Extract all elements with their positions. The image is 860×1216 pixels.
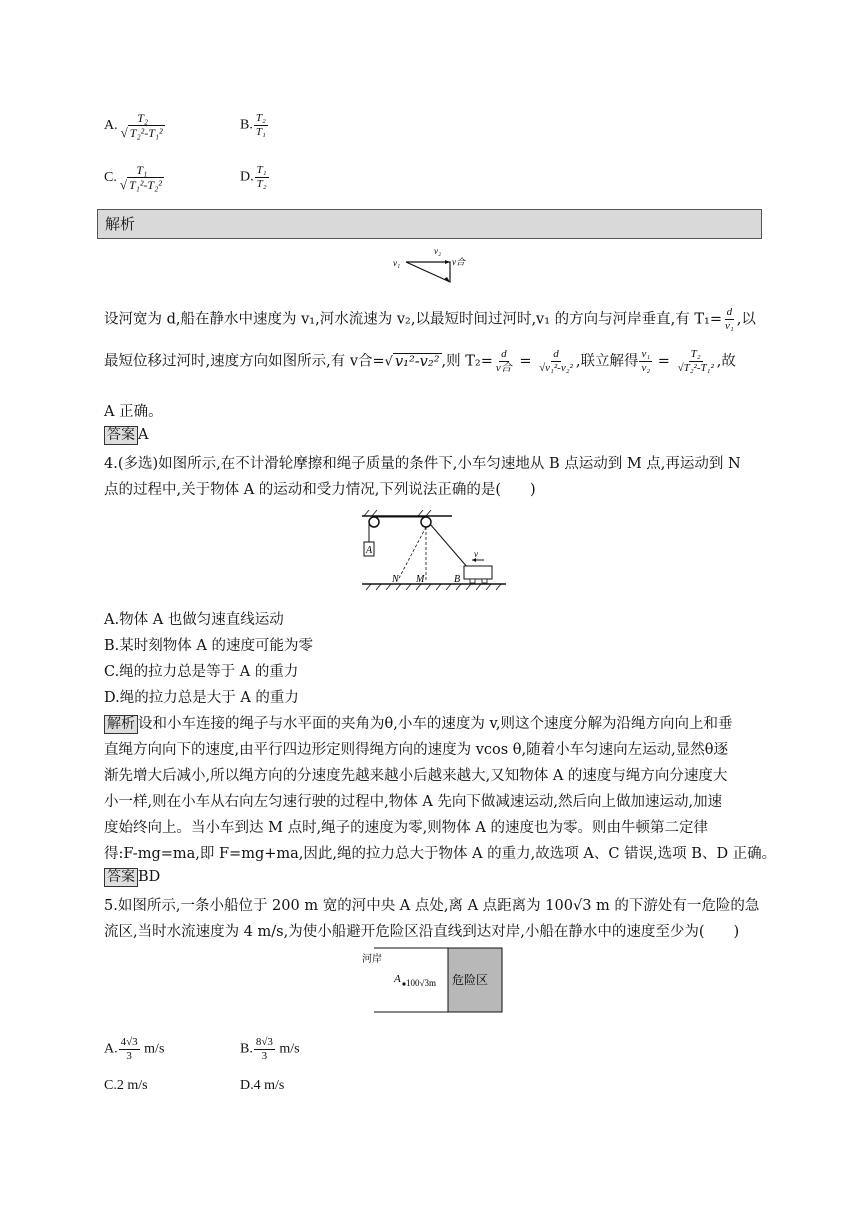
q3-answer: 答案 A (104, 426, 148, 445)
answer-tag: 答案 (104, 426, 138, 445)
q5-option-d: D.4 m/s (240, 1078, 285, 1093)
q4-option-a: A.物体 A 也做匀速直线运动 (104, 612, 284, 628)
bank-label: 河岸 (362, 954, 382, 965)
point-a-label: A (394, 973, 401, 985)
q4-option-c: C.绳的拉力总是等于 A 的重力 (104, 664, 299, 680)
analysis-line-2: 最短位移过河时,速度方向如图所示,有 v合=√ v₁²-v₂² ,则 T₂= $\frac{d}{\text{v合}}$ = $\frac{d}{\text{√v₁²-v₂²}}$ ,联立解得 $\frac{\text{v₁}}{\text{v₂}}$ = $\frac{\text{T₂}}{\text{√T₂²-T₁²}}$ ,故 (104, 348, 736, 374)
answer-tag: 答案 (104, 868, 138, 887)
q5-stem-line-1: 5.如图所示,一条小船位于 200 m 宽的河中央 A 点处,离 A 点距离为 100√3 m 的下游处有一危险的急 (104, 898, 760, 914)
fraction: $\frac{8√3}{3}$ (255, 1036, 273, 1062)
fraction: $\frac{\text{T₂}}{\text{√T₂²-T₁²}}$ (677, 348, 714, 374)
fraction: $\frac{\text{T₂}}{\text{T₁}}$ (255, 112, 266, 138)
fraction: $\frac{\text{T₂}}{\text{√ T₂²-T₁²}}$ (120, 111, 163, 140)
pulley-cart-figure (360, 508, 510, 596)
analysis-header: 解析 (97, 209, 762, 239)
distance-label: 100√3m (406, 978, 436, 988)
river-figure (356, 946, 504, 1014)
q5-option-b: B. $\frac{8√3}{3}$ m/s (240, 1036, 300, 1062)
q5-stem-line-2: 流区,当时水流速度为 4 m/s,为使小船避开危险区沿直线到达对岸,小船在静水中的速度至少为( ) (104, 924, 740, 940)
q4-option-d: D.绳的拉力总是大于 A 的重力 (104, 690, 299, 706)
label-n: N (392, 574, 399, 585)
q4-analysis-line-3: 渐先增大后减小,所以绳方向的分速度先越来越小后越来越大,又知物体 A 的速度与绳方向分速度大 (104, 768, 728, 784)
analysis-tag: 解析 (104, 715, 138, 734)
label-b: B (454, 574, 461, 585)
analysis-line-3: A 正确。 (104, 404, 163, 420)
q4-analysis-line-1: 解析 设和小车连接的绳子与水平面的夹角为θ,小车的速度为 v,则这个速度分解为沿绳方向向上和垂 (104, 712, 733, 734)
q4-analysis-line-5: 度始终向上。当小车到达 M 点时,绳子的速度为零,则物体 A 的速度也为零。则由牛顿第二定律 (104, 820, 708, 836)
danger-zone-label: 危险区 (452, 973, 489, 987)
fraction: $\frac{d}{\text{v合}}$ (495, 348, 512, 374)
fraction: $\frac{4√3}{3}$ (120, 1036, 138, 1062)
q5-option-c: C.2 m/s (104, 1078, 148, 1093)
option-b: B. $\frac{\text{T₂}}{\text{T₁}}$ (240, 112, 266, 138)
fraction: $\frac{\text{v₁}}{\text{v₂}}$ (641, 348, 651, 374)
label-m: M (416, 574, 425, 585)
fraction: $\frac{\text{T₁}}{\text{√ T₁²-T₂²}}$ (119, 163, 162, 192)
vhe-label: v合 (452, 257, 465, 267)
v1-label: v₁ (393, 258, 401, 268)
q4-answer: 答案 BD (104, 868, 160, 887)
q4-option-b: B.某时刻物体 A 的速度可能为零 (104, 638, 313, 654)
v2-label: v₂ (434, 246, 442, 256)
label-a: A (366, 545, 373, 556)
q4-stem-line-2: 点的过程中,关于物体 A 的运动和受力情况,下列说法正确的是( ) (104, 482, 536, 498)
fraction: $\frac{d}{\text{v₁}}$ (725, 306, 734, 332)
fraction: $\frac{\text{T₁}}{\text{T₂}}$ (256, 164, 267, 190)
option-d: D. $\frac{\text{T₁}}{\text{T₂}}$ (240, 164, 267, 190)
option-a: A. $\frac{\text{T₂}}{\text{√ T₂²-T₁²}}$ (104, 112, 168, 140)
q5-option-a: A. $\frac{4√3}{3}$ m/s (104, 1036, 165, 1062)
label-v: v (474, 549, 478, 559)
q4-analysis-line-6: 得:F-mg=ma,即 F=mg+ma,因此,绳的拉力总大于物体 A 的重力,故选项 A、C 错误,选项 B、D 正确。 (104, 846, 777, 862)
q4-stem-line-1: 4.(多选)如图所示,在不计滑轮摩擦和绳子质量的条件下,小车匀速地从 B 点运动到 M 点,再运动到 N (104, 456, 741, 472)
analysis-line-1: 设河宽为 d,船在静水中速度为 v₁,河水流速为 v₂,以最短时间过河时,v₁ 的方向与河岸垂直,有 T₁= $\frac{d}{\text{v₁}}$ ,以 (104, 306, 756, 332)
velocity-triangle-figure (392, 244, 472, 286)
option-c: C. $\frac{\text{T₁}}{\text{√ T₁²-T₂²}}$ (104, 164, 167, 192)
q4-analysis-line-4: 小一样,则在小车从右向左匀速行驶的过程中,物体 A 先向下做减速运动,然后向上做加速运动,加速 (104, 794, 723, 810)
fraction: $\frac{d}{\text{√v₁²-v₂²}}$ (539, 348, 573, 374)
q4-analysis-line-2: 直绳方向向下的速度,由平行四边形定则得绳方向的速度为 vcos θ,随着小车匀速向左运动,显然θ逐 (104, 742, 728, 758)
